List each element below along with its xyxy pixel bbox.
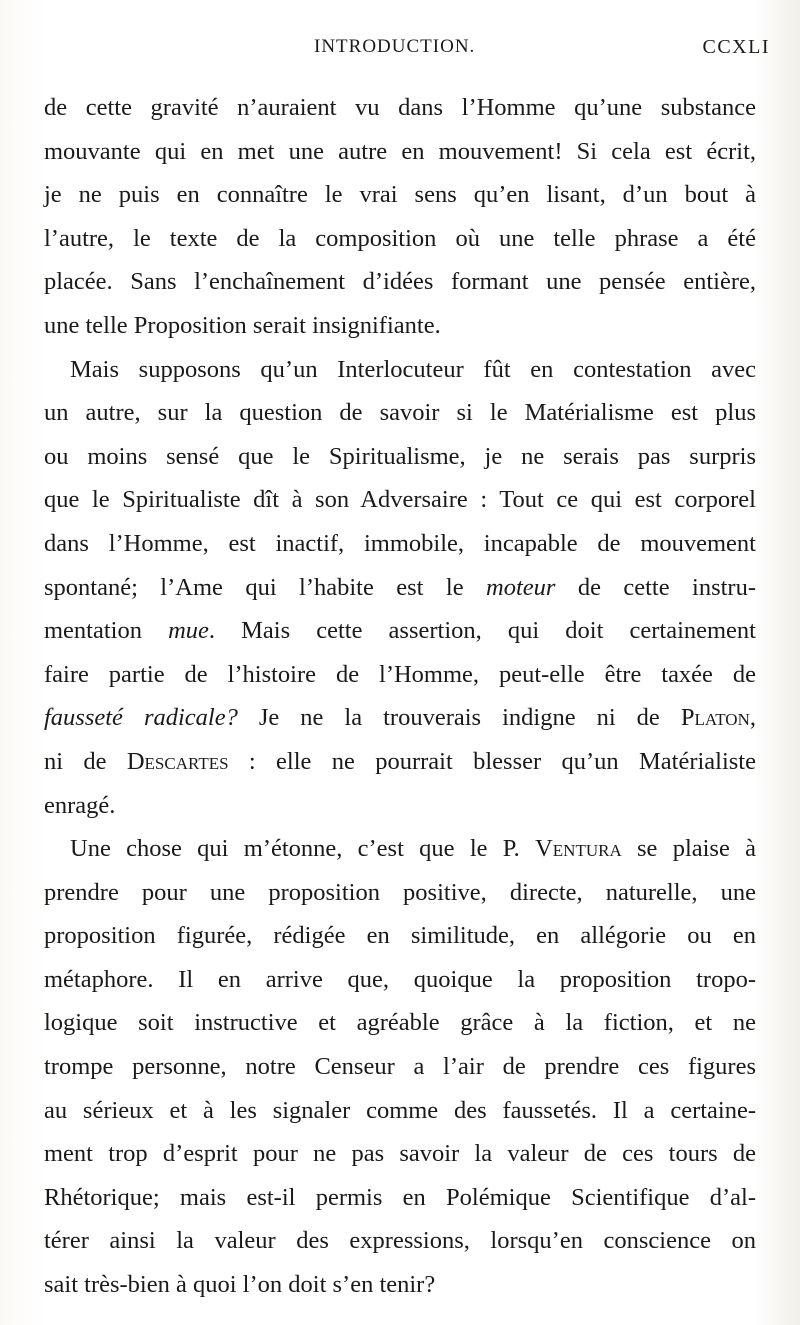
text-run: mentation — [44, 617, 169, 645]
author-name: Ventura — [535, 835, 622, 863]
author-name: Platon — [680, 704, 750, 732]
text-line: dans l’Homme, est inactif, immobile, incapable de mouvement — [44, 529, 756, 557]
text-run: : elle ne pourrait blesser qu’un Matérialiste — [228, 747, 756, 775]
paragraph — [44, 348, 756, 828]
text-line: logique soit instructive et agréable grâce à la fiction, et ne — [44, 1009, 756, 1037]
text-line: de cette gravité n’auraient vu dans l’Homme qu’une substance — [44, 94, 756, 121]
text-line: l’autre, le texte de la composition où une telle phrase a été — [44, 224, 756, 252]
text-line: au sérieux et à les signaler comme des faussetés. Il a certaine- — [44, 1096, 756, 1124]
text-line: Mais supposons qu’un Interlocuteur fût en contestation avec — [70, 355, 756, 383]
text-body — [44, 86, 756, 1307]
text-line: proposition figurée, rédigée en similitude, en allégorie ou en — [44, 922, 756, 950]
text-run: ni de — [44, 747, 127, 775]
text-run: Je ne la trouverais indigne ni de — [237, 704, 681, 732]
text-line: sait très-bien à quoi l’on doit s’en tenir? — [44, 1271, 436, 1299]
text-line: faire partie de l’histoire de l’Homme, peut-elle être taxée de — [44, 660, 756, 688]
text-run: . Mais cette assertion, qui doit certainement — [208, 617, 756, 645]
text-line: je ne puis en connaître le vrai sens qu’en lisant, d’un bout à — [44, 181, 756, 209]
italic-term: fausseté radicale? — [44, 704, 238, 732]
paragraph — [44, 827, 756, 1307]
text-run: spontané; l’Ame qui l’habite est le — [44, 573, 486, 601]
text-line — [44, 566, 756, 610]
text-run: , — [749, 704, 756, 732]
text-line: prendre pour une proposition positive, directe, naturelle, une — [44, 878, 756, 906]
text-line: un autre, sur la question de savoir si le Matérialisme est plus — [44, 399, 756, 427]
italic-term: moteur — [486, 573, 556, 601]
paragraph — [44, 86, 756, 348]
text-line: que le Spiritualiste dît à son Adversaire : Tout ce qui est corporel — [44, 486, 756, 514]
running-title: INTRODUCTION. — [314, 36, 476, 57]
italic-term: mue — [168, 617, 209, 645]
text-line: térer ainsi la valeur des expressions, lorsqu’en conscience on — [44, 1227, 756, 1255]
text-run: Une chose qui m’étonne, c’est que le P. — [70, 835, 536, 863]
text-line — [44, 696, 756, 740]
running-header — [44, 36, 770, 64]
text-line: ment trop d’esprit pour ne pas savoir la valeur de ces tours de — [44, 1140, 756, 1168]
text-run: de cette instru- — [555, 573, 756, 601]
text-line: une telle Proposition serait insignifiante. — [44, 311, 441, 339]
text-line: placée. Sans l’enchaînement d’idées formant une pensée entière, — [44, 268, 756, 296]
text-line: enragé. — [44, 791, 116, 819]
text-line — [44, 827, 756, 871]
text-line — [44, 609, 756, 653]
text-run: se plaise à — [621, 835, 756, 863]
text-line: trompe personne, notre Censeur a l’air de prendre ces figures — [44, 1053, 756, 1081]
text-line: mouvante qui en met une autre en mouvement! Si cela est écrit, — [44, 137, 756, 165]
author-name: Descartes — [126, 747, 229, 775]
text-line — [44, 740, 756, 784]
text-line: métaphore. Il en arrive que, quoique la proposition tropo- — [44, 965, 756, 993]
page-number: CCXLI — [702, 36, 770, 58]
text-line: Rhétorique; mais est-il permis en Polémique Scientifique d’al- — [44, 1183, 756, 1211]
text-line: ou moins sensé que le Spiritualisme, je ne serais pas surpris — [44, 442, 756, 470]
